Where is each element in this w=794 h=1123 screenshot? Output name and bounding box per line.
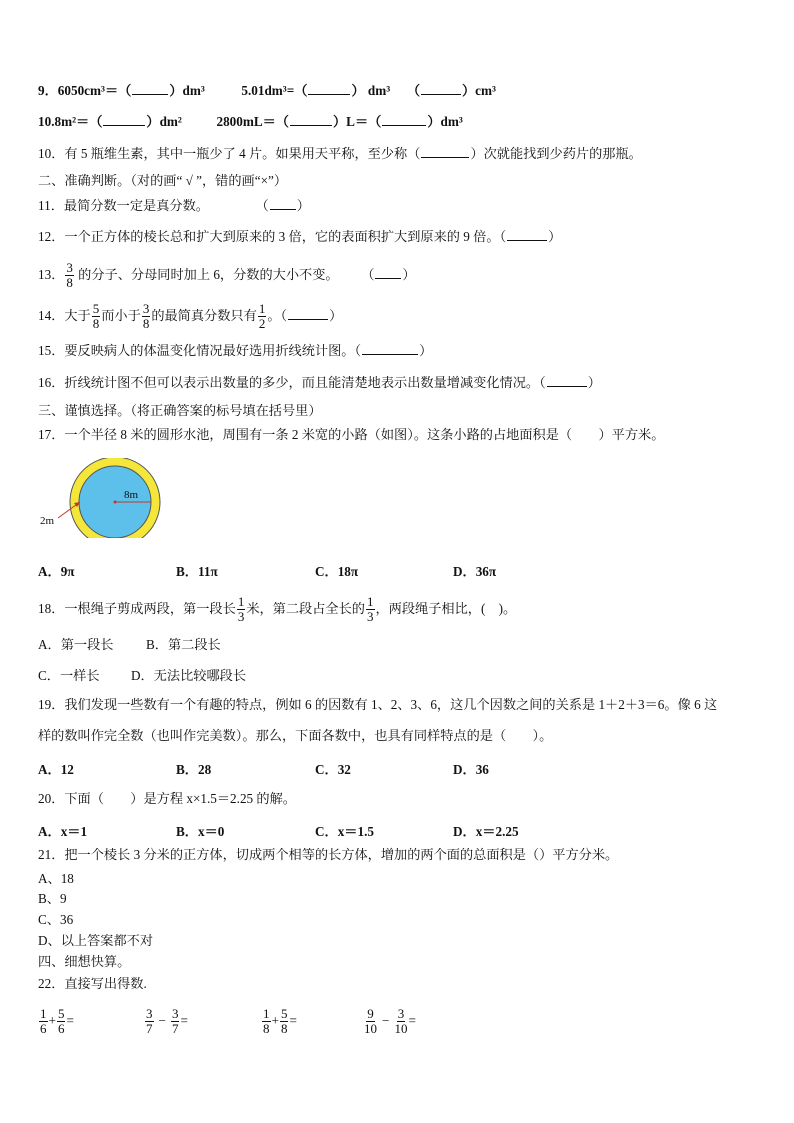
q18-option-b[interactable]: B．第二段长	[146, 637, 221, 652]
q18-f2-denominator: 3	[367, 609, 374, 625]
q16-line	[38, 374, 601, 392]
q17-option-a[interactable]: A．9π	[38, 564, 75, 579]
q9-a-unit: ）dm³	[169, 83, 205, 98]
q22-e1-b-num: 5	[57, 1006, 65, 1022]
q20-option-d[interactable]: D．x＝2.25	[453, 824, 519, 839]
q18-f1-denominator: 3	[237, 609, 245, 625]
q17-center-dot	[114, 501, 117, 504]
q22-e2-frac-a	[145, 1007, 154, 1036]
q20-option-c[interactable]: C．x＝1.5	[315, 824, 374, 839]
q22-e1-a-num: 1	[40, 1006, 47, 1022]
q14-tail2: ）	[329, 308, 343, 323]
q14-fraction-3	[258, 302, 267, 331]
q14-mid: 而小于	[101, 308, 141, 323]
q14-tail: 。（	[267, 308, 288, 323]
q16-blank[interactable]	[547, 374, 587, 387]
q22-e4-frac-a	[364, 1007, 377, 1036]
q14-fraction-2	[142, 302, 151, 331]
section-4-heading: 四、细想快算。	[38, 954, 131, 969]
q22-e1-operator: +	[48, 1013, 56, 1028]
q10-tail: ）次就能找到少药片的那瓶。	[470, 146, 642, 161]
q17-width-label: 2m	[40, 515, 55, 527]
q13-fraction	[65, 261, 74, 290]
q12-blank[interactable]	[507, 228, 547, 241]
q21-option-c[interactable]: C、36	[38, 912, 74, 927]
q18-fraction-2	[366, 595, 375, 624]
q9b-a-unit: ）dm²	[146, 114, 182, 129]
q12-tail: ）	[548, 229, 562, 244]
q19-option-b[interactable]: B．28	[176, 762, 212, 777]
q22-e4-operator: −	[382, 1013, 390, 1028]
q9-number: 9．	[38, 83, 58, 98]
q22-e4-a-den: 10	[364, 1021, 377, 1037]
q22-e3-frac-a	[262, 1007, 271, 1036]
q14-f2-numerator: 3	[142, 301, 150, 317]
q22-e4-b-den: 10	[394, 1021, 408, 1037]
q22-e3-a-den: 8	[263, 1021, 270, 1037]
q13-frac-denominator: 8	[66, 275, 73, 291]
q14-f1-denominator: 8	[92, 316, 100, 332]
q22-e2-frac-b	[171, 1007, 180, 1036]
q21-line: 21．把一个棱长 3 分米的正方体，切成两个相等的长方体，增加的两个面的总面积是（）平方分米。	[38, 847, 619, 862]
q18-part1: 18．一根绳子剪成两段，第一段长	[38, 601, 236, 616]
q15-line	[38, 342, 432, 360]
q14-blank[interactable]	[288, 307, 328, 320]
q19-line1: 19．我们发现一些数有一个有趣的特点，例如 6 的因数有 1、2、3、6，这几个因数之间的关系是 1＋2＋3＝6。像 6 这	[38, 697, 718, 712]
q18-option-c[interactable]: C．一样长	[38, 668, 100, 683]
q21-option-a[interactable]: A、18	[38, 871, 74, 886]
q18-fraction-1	[237, 595, 246, 624]
q13-paren-left: （	[361, 267, 375, 282]
q9b-a-blank[interactable]	[103, 113, 145, 126]
q11-blank[interactable]	[270, 197, 296, 210]
q22-e4-b-num: 3	[397, 1006, 405, 1022]
q13-frac-numerator: 3	[66, 260, 73, 276]
q14-f3-numerator: 1	[258, 301, 266, 317]
q14-fraction-1	[92, 302, 101, 331]
q18-option-a[interactable]: A．第一段长	[38, 637, 114, 652]
q17-radius-label: 8m	[124, 489, 139, 501]
q22-e1-equals: =	[66, 1013, 74, 1028]
q19-line2: 样的数叫作完全数（也叫作完美数）。那么，下面各数中，也具有同样特点的是（ ）。	[38, 728, 553, 743]
q11-text: 11．最简分数一定是真分数。	[38, 198, 209, 213]
q14-number: 14．大于	[38, 308, 91, 323]
q22-expression-1	[38, 1003, 74, 1039]
q13-number: 13．	[38, 267, 65, 282]
q9b-c-blank[interactable]	[382, 113, 426, 126]
q22-expression-2	[144, 1003, 188, 1039]
q9-c-text: （	[406, 83, 420, 98]
q22-line: 22．直接写出得数.	[38, 976, 147, 991]
q11-paren-left: （	[255, 198, 269, 213]
q17-option-b[interactable]: B．11π	[176, 564, 218, 579]
q13-line	[38, 258, 416, 292]
q22-e2-equals: =	[180, 1013, 188, 1028]
q14-f3-denominator: 2	[258, 316, 266, 332]
q9-b-unit: ） dm³	[351, 83, 391, 98]
q22-e1-frac-a	[39, 1007, 48, 1036]
q22-e4-frac-b	[394, 1007, 407, 1036]
q9-a-text: 6050cm³＝（	[57, 83, 132, 98]
q19-option-c[interactable]: C．32	[315, 762, 351, 777]
q18-part2: 米，第二段占全长的	[246, 601, 365, 616]
q15-blank[interactable]	[362, 342, 418, 355]
q14-f2-denominator: 8	[142, 316, 150, 332]
q19-option-a[interactable]: A．12	[38, 762, 74, 777]
q11-line	[38, 197, 310, 215]
q22-e2-b-den: 7	[171, 1021, 179, 1037]
q22-e1-frac-b	[57, 1007, 66, 1036]
q18-line	[38, 592, 516, 626]
q17-text: 17．一个半径 8 米的圆形水池，周围有一条 2 米宽的小路（如图）。这条小路的占地面积是（ ）平方米。	[38, 427, 665, 442]
section-2-heading: 二、准确判断。（对的画“ √ ”，错的画“×”）	[38, 173, 288, 188]
q18-part3: ，两段绳子相比，( )。	[375, 601, 517, 616]
q22-expression-3	[261, 1003, 297, 1039]
q22-e1-b-den: 6	[57, 1021, 65, 1037]
section-3-heading: 三、谨慎选择。（将正确答案的标号填在括号里）	[38, 403, 322, 418]
q20-line: 20．下面（ ）是方程 x×1.5＝2.25 的解。	[38, 791, 296, 806]
q22-e3-b-num: 5	[280, 1006, 288, 1022]
q9b-c-unit: ）dm³	[427, 114, 463, 129]
q22-e2-operator: −	[158, 1013, 166, 1028]
q18-option-d[interactable]: D．无法比较哪段长	[131, 668, 247, 683]
q20-option-a[interactable]: A．x＝1	[38, 824, 88, 839]
q19-option-d[interactable]: D．36	[453, 762, 489, 777]
q22-e1-a-den: 6	[40, 1021, 47, 1037]
q11-paren-right: ）	[296, 198, 310, 213]
q17-option-c[interactable]: C．18π	[315, 564, 359, 579]
q22-e2-a-num: 3	[146, 1006, 153, 1022]
q22-e3-b-den: 8	[280, 1021, 288, 1037]
q22-e3-equals: =	[289, 1013, 297, 1028]
q14-f1-numerator: 5	[92, 301, 100, 317]
q9-c-unit: ）cm³	[462, 83, 496, 98]
q22-expression-4	[363, 1003, 416, 1039]
q9b-b-blank[interactable]	[290, 113, 332, 126]
q22-e2-b-num: 3	[171, 1006, 179, 1022]
q17-option-d[interactable]: D．36π	[453, 564, 497, 579]
q22-e4-a-num: 9	[367, 1006, 374, 1022]
q20-option-b[interactable]: B．x＝0	[176, 824, 225, 839]
q21-option-b[interactable]: B、9	[38, 891, 67, 906]
q13-blank[interactable]	[375, 266, 401, 279]
q9b-b-text: 2800mL＝（	[216, 114, 289, 129]
q18-f1-numerator: 1	[237, 594, 245, 610]
q9b-a-text: 10.8m²＝（	[38, 114, 103, 129]
q10-text: 10．有 5 瓶维生素，其中一瓶少了 4 片。如果用天平称，至少称（	[38, 146, 421, 161]
q22-e3-operator: +	[271, 1013, 279, 1028]
q17-figure-svg	[38, 458, 168, 538]
q22-e2-a-den: 7	[146, 1021, 153, 1037]
q16-text: 16．折线统计图不但可以表示出数量的多少，而且能清楚地表示出数量增减变化情况。（	[38, 375, 546, 390]
q15-text: 15．要反映病人的体温变化情况最好选用折线统计图。（	[38, 343, 362, 358]
q9b-b-unit: ）L＝（	[333, 114, 382, 129]
q9-c-blank[interactable]	[421, 82, 461, 95]
q16-tail: ）	[587, 375, 601, 390]
q10-blank[interactable]	[421, 145, 469, 158]
q12-text: 12．一个正方体的棱长总和扩大到原来的 3 倍，它的表面积扩大到原来的 9 倍。（	[38, 229, 507, 244]
q9-line1	[38, 82, 496, 100]
q14-text2: 的最简真分数只有	[151, 308, 257, 323]
q18-f2-numerator: 1	[367, 594, 374, 610]
q14-line	[38, 298, 342, 334]
q10-line	[38, 145, 642, 163]
q12-line	[38, 228, 561, 246]
q22-e3-a-num: 1	[263, 1006, 270, 1022]
q13-paren-right: ）	[402, 267, 416, 282]
q13-text: 的分子、分母同时加上 6，分数的大小不变。	[78, 267, 339, 282]
q22-e4-equals: =	[408, 1013, 416, 1028]
q9-b-text: 5.01dm³=（	[241, 83, 308, 98]
q15-tail: ）	[419, 343, 433, 358]
q17-figure	[38, 458, 168, 538]
q9-b-blank[interactable]	[308, 82, 350, 95]
q21-option-d[interactable]: D、以上答案都不对	[38, 933, 154, 948]
q9-line2	[38, 113, 463, 131]
q9-a-blank[interactable]	[132, 82, 168, 95]
q22-e3-frac-b	[280, 1007, 289, 1036]
